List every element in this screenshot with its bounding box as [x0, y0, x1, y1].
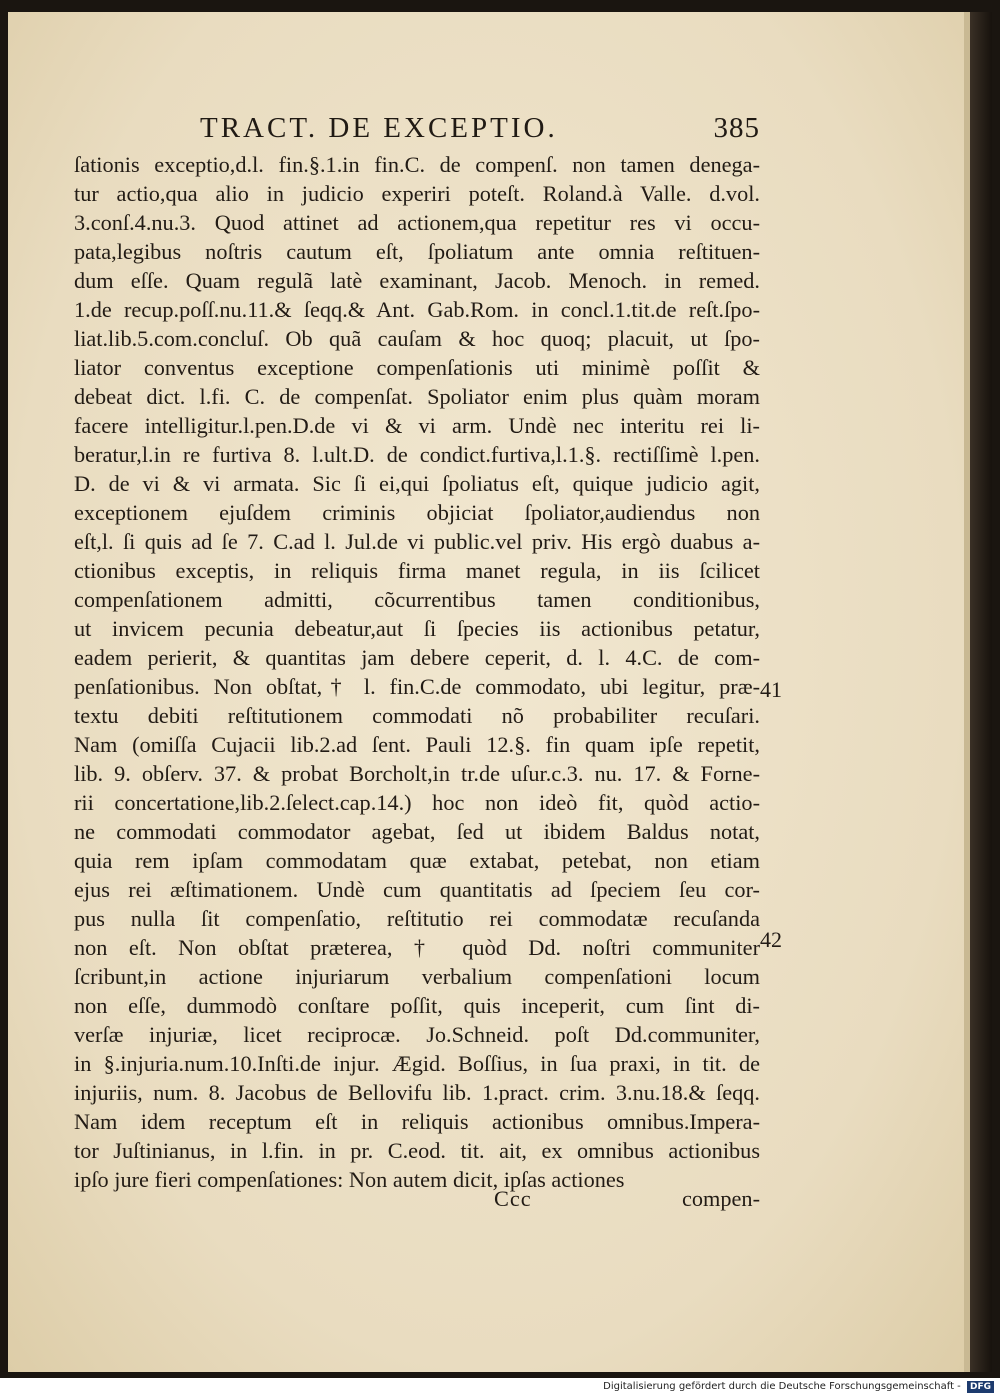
signature-mark: Ccc [494, 1186, 532, 1211]
text-line: Nam idem receptum eſt in reliquis actionibus omnibus.Impera- [74, 1109, 760, 1134]
text-line: liat.lib.5.com.concluſ. Ob quã cauſam & hoc quoq; placuit, ut ſpo- [74, 326, 760, 351]
margin-note: 42 [760, 927, 782, 952]
text-line: penſationibus. Non obſtat,† l. fin.C.de commodato, ubi legitur, præ- [74, 674, 760, 699]
text-line: eadem perierit, & quantitas jam debere ceperit, d. l. 4.C. de com- [74, 645, 760, 670]
text-line: textu debiti reſtitutionem commodati nõ probabiliter recuſari. [74, 703, 760, 728]
text-line: verſæ injuriæ, licet reciprocæ. Jo.Schneid. poſt Dd.communiter, [74, 1022, 760, 1047]
text-line: liator conventus exceptione compenſationis uti minimè poſſit & [74, 355, 760, 380]
text-line: ejus rei æſtimationem. Undè cum quantitatis ad ſpeciem ſeu cor- [74, 877, 760, 902]
margin-note: 41 [760, 677, 782, 702]
text-line: non eſt. Non obſtat præterea, † quòd Dd. noſtri communiter [74, 935, 760, 960]
text-line: ipſo jure fieri compenſationes: Non autem dicit, ipſas actiones [74, 1167, 625, 1192]
catchword: compen- [681, 1186, 760, 1211]
footer-text: Digitalisierung gefördert durch die Deutsche Forschungsgemeinschaft - [603, 1381, 961, 1392]
body-text [74, 150, 760, 1194]
text-line: injuriis, num. 8. Jacobus de Bellovifu lib. 1.pract. crim. 3.nu.18.& ſeqq. [74, 1080, 760, 1105]
text-line: ne commodati commodator agebat, ſed ut ibidem Baldus notat, [74, 819, 760, 844]
text-line: quia rem ipſam commodatam quæ extabat, petebat, non etiam [74, 848, 760, 873]
text-line: ſcribunt,in actione injuriarum verbalium compenſationi locum [74, 964, 760, 989]
text-line: exceptionem ejuſdem criminis objiciat ſpoliator,audiendus non [74, 500, 760, 525]
text-line: ut invicem pecunia debeatur,aut ſi ſpecies iis actionibus petatur, [74, 616, 760, 641]
text-line: lib. 9. obſerv. 37. & probat Borcholt,in tr.de uſur.c.3. nu. 17. & Forne- [74, 761, 760, 786]
text-line: tur actio,qua alio in judicio experiri poteſt. Roland.à Valle. d.vol. [74, 181, 760, 206]
text-line: ſationis exceptio,d.l. fin.§.1.in fin.C. de compenſ. non tamen denega- [74, 152, 760, 177]
text-line: D. de vi & vi armata. Sic ſi ei,qui ſpoliatus eſt, quique judicio agit, [74, 471, 760, 496]
dfg-logo-icon: DFG [967, 1381, 994, 1393]
text-line: Nam (omiſſa Cujacii lib.2.ad ſent. Pauli 12.§. fin quam ipſe repetit, [74, 732, 760, 757]
text-line: 3.conſ.4.nu.3. Quod attinet ad actionem,qua repetitur res vi occu- [74, 210, 760, 235]
page-number: 385 [713, 112, 760, 144]
text-line: compenſationem admitti, cõcurrentibus tamen conditionibus, [74, 587, 760, 612]
text-line: tor Juſtinianus, in l.fin. in pr. C.eod. tit. ait, ex omnibus actionibus [74, 1138, 760, 1163]
text-line: ctionibus exceptis, in reliquis firma manet regula, in iis ſcilicet [74, 558, 760, 583]
text-line: in §.injuria.num.10.Inſti.de injur. Ægid. Boſſius, in ſua praxi, in tit. de [74, 1051, 760, 1076]
text-line: pata,legibus noſtris cautum eſt, ſpoliatum ante omnia reſtituen- [74, 239, 760, 264]
text-line: beratur,l.in re furtiva 8. l.ult.D. de condict.furtiva,l.1.§. rectiſſimè l.pen. [74, 442, 760, 467]
text-line: debeat dict. l.fi. C. de compenſat. Spoliator enim plus quàm moram [74, 384, 760, 409]
text-line: 1.de recup.poſſ.nu.11.& ſeqq.& Ant. Gab.Rom. in concl.1.tit.de reſt.ſpo- [74, 297, 760, 322]
digitization-footer [0, 1378, 994, 1396]
text-line: dum eſſe. Quam regulã latè examinant, Jacob. Menoch. in remed. [74, 268, 760, 293]
running-title: TRACT. DE EXCEPTIO. [200, 112, 558, 144]
text-line: facere intelligitur.l.pen.D.de vi & vi arm. Undè nec interitu rei li- [74, 413, 760, 438]
page-edge [970, 12, 992, 1372]
text-line: rii concertatione,lib.2.ſelect.cap.14.) hoc non ideò fit, quòd actio- [74, 790, 760, 815]
text-line: non eſſe, dummodò conſtare poſſit, quis inceperit, cum ſint di- [74, 993, 760, 1018]
text-line: pus nulla ſit compenſatio, reſtitutio rei commodatæ recuſanda [74, 906, 760, 931]
text-line: eſt,l. ſi quis ad ſe 7. C.ad l. Jul.de vi public.vel priv. His ergò duabus a- [74, 529, 760, 554]
